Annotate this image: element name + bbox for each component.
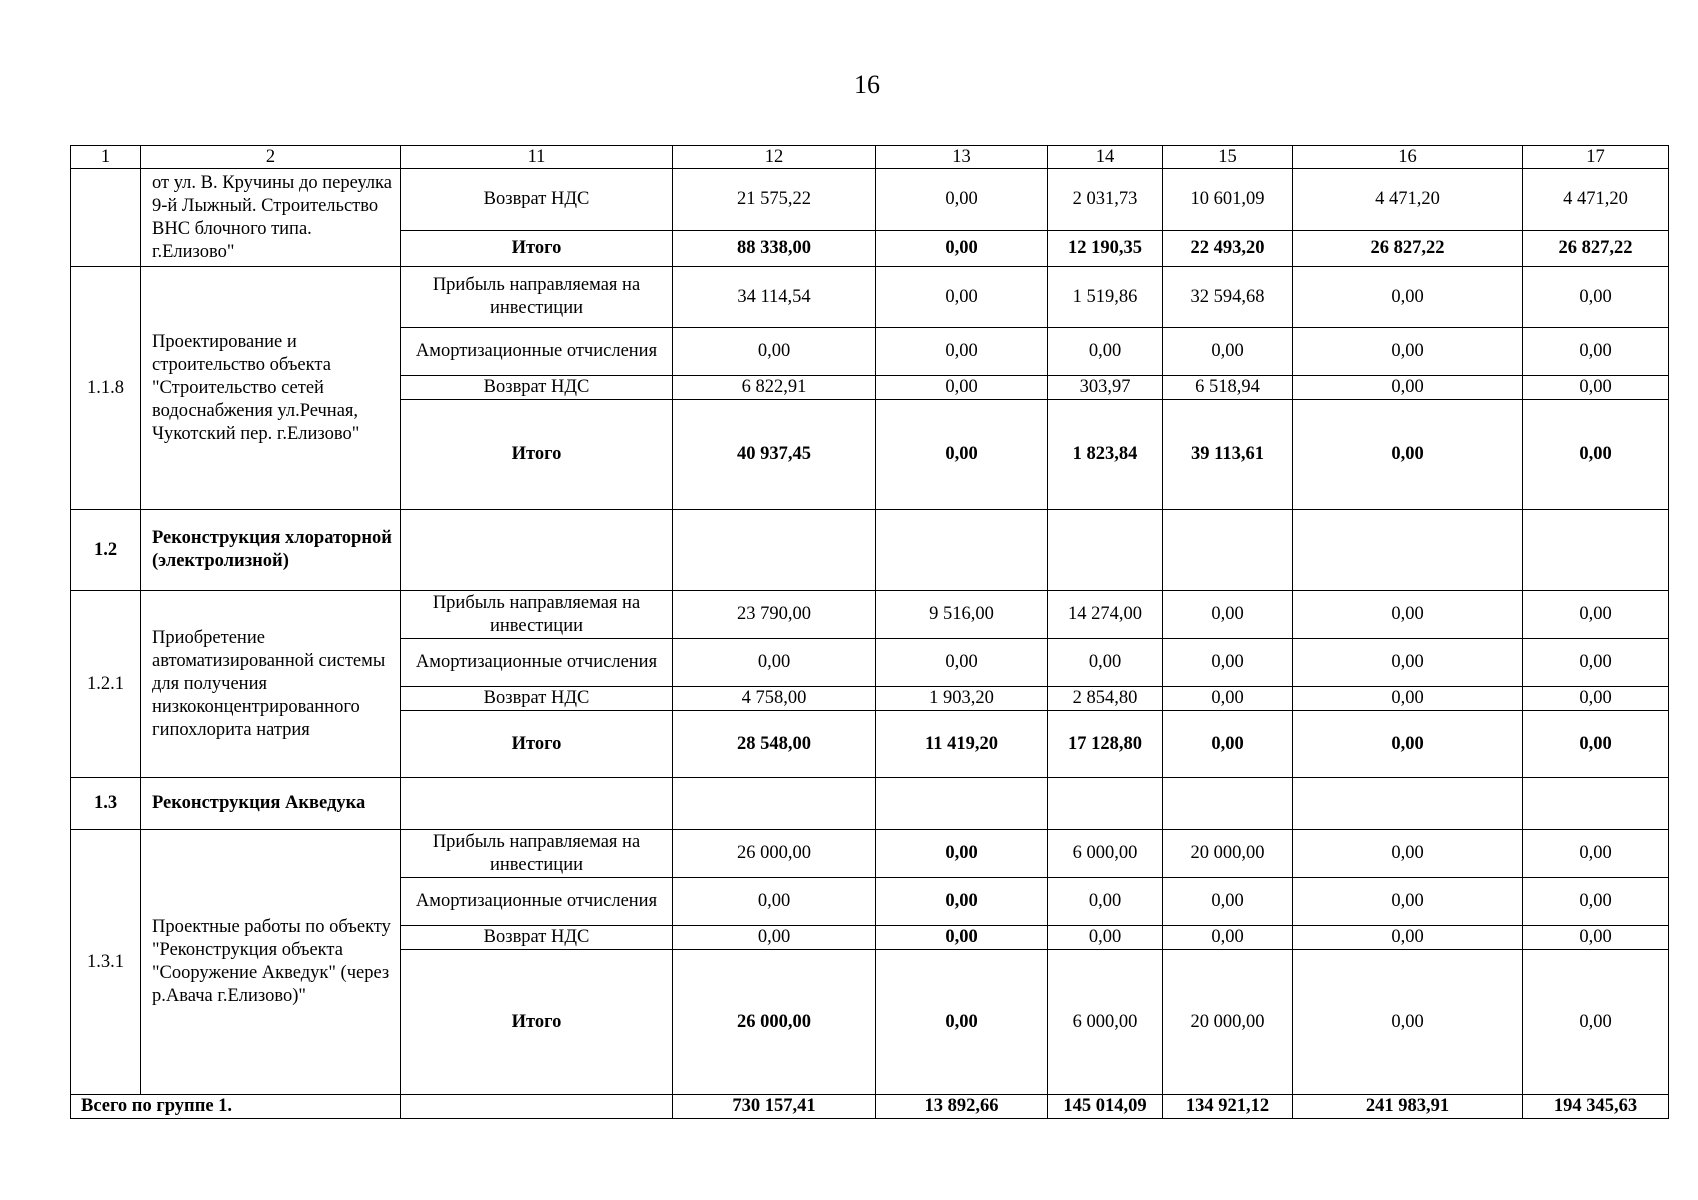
column-header: 17: [1523, 146, 1669, 169]
value-cell: 0,00: [673, 878, 876, 926]
total-value: 0,00: [876, 400, 1048, 510]
column-header: 12: [673, 146, 876, 169]
total-value: 26 000,00: [673, 950, 876, 1095]
value-cell: 2 854,80: [1048, 687, 1163, 711]
value-cell: 0,00: [1293, 376, 1523, 400]
item-number-cell: 1.2.1: [71, 591, 141, 778]
value-cell: 0,00: [1523, 639, 1669, 687]
column-header: 1: [71, 146, 141, 169]
empty-cell: [1293, 778, 1523, 830]
value-cell: 32 594,68: [1163, 267, 1293, 328]
value-cell: 34 114,54: [673, 267, 876, 328]
value-cell: 0,00: [1523, 267, 1669, 328]
empty-cell: [1048, 510, 1163, 591]
value-cell: 4 471,20: [1523, 169, 1669, 231]
total-value: 28 548,00: [673, 711, 876, 778]
value-cell: 0,00: [673, 926, 876, 950]
value-cell: 0,00: [876, 376, 1048, 400]
value-cell: 0,00: [1293, 591, 1523, 639]
value-cell: 0,00: [1523, 878, 1669, 926]
table-row: [71, 169, 1669, 231]
total-value: 0,00: [1293, 711, 1523, 778]
value-cell: 9 516,00: [876, 591, 1048, 639]
value-cell: 20 000,00: [1163, 830, 1293, 878]
value-cell: 0,00: [1293, 639, 1523, 687]
total-value: 0,00: [876, 950, 1048, 1095]
table-row: [71, 830, 1669, 878]
value-cell: 0,00: [1293, 878, 1523, 926]
column-header: 13: [876, 146, 1048, 169]
source-label: Прибыль направляемая на инвестиции: [401, 267, 673, 328]
value-cell: 0,00: [1293, 267, 1523, 328]
value-cell: 23 790,00: [673, 591, 876, 639]
total-value: 40 937,45: [673, 400, 876, 510]
empty-cell: [876, 510, 1048, 591]
total-value: 88 338,00: [673, 231, 876, 267]
total-label: Итого: [401, 950, 673, 1095]
empty-cell: [876, 778, 1048, 830]
value-cell: 6 822,91: [673, 376, 876, 400]
grand-total-value: 145 014,09: [1048, 1095, 1163, 1119]
item-number-cell: 1.3.1: [71, 830, 141, 1095]
value-cell: 0,00: [876, 830, 1048, 878]
value-cell: 0,00: [1048, 639, 1163, 687]
source-label: Возврат НДС: [401, 926, 673, 950]
value-cell: 303,97: [1048, 376, 1163, 400]
value-cell: 0,00: [1523, 926, 1669, 950]
value-cell: 0,00: [1293, 926, 1523, 950]
value-cell: 0,00: [876, 639, 1048, 687]
value-cell: 0,00: [1048, 926, 1163, 950]
grand-total-value: 134 921,12: [1163, 1095, 1293, 1119]
column-header: 2: [141, 146, 401, 169]
total-value: 0,00: [1293, 400, 1523, 510]
column-header: 11: [401, 146, 673, 169]
value-cell: 0,00: [876, 267, 1048, 328]
table-row: [71, 267, 1669, 328]
value-cell: 0,00: [1048, 878, 1163, 926]
value-cell: 0,00: [1523, 376, 1669, 400]
empty-cell: [401, 510, 673, 591]
value-cell: 6 518,94: [1163, 376, 1293, 400]
grand-total-value: 241 983,91: [1293, 1095, 1523, 1119]
total-value: 0,00: [1523, 711, 1669, 778]
value-cell: 0,00: [1523, 687, 1669, 711]
empty-cell: [1048, 778, 1163, 830]
total-value: 0,00: [1523, 400, 1669, 510]
grand-total-value: 194 345,63: [1523, 1095, 1669, 1119]
value-cell: 0,00: [876, 169, 1048, 231]
empty-cell: [1523, 510, 1669, 591]
total-value: 12 190,35: [1048, 231, 1163, 267]
value-cell: 4 758,00: [673, 687, 876, 711]
table-row: [71, 591, 1669, 639]
source-label: Прибыль направляемая на инвестиции: [401, 591, 673, 639]
value-cell: 10 601,09: [1163, 169, 1293, 231]
value-cell: 0,00: [1293, 830, 1523, 878]
section-number: 1.2: [71, 510, 141, 591]
total-value: 17 128,80: [1048, 711, 1163, 778]
page-number: 16: [854, 70, 880, 99]
source-label: Возврат НДС: [401, 169, 673, 231]
item-name-cell: Проектные работы по объекту "Реконструкция объекта "Сооружение Акведук" (через р.Авача г.Елизово)": [141, 830, 401, 1095]
value-cell: 0,00: [1293, 328, 1523, 376]
value-cell: 0,00: [1523, 591, 1669, 639]
value-cell: 0,00: [673, 328, 876, 376]
column-header: 14: [1048, 146, 1163, 169]
total-value: 6 000,00: [1048, 950, 1163, 1095]
column-header: 16: [1293, 146, 1523, 169]
total-value: 26 827,22: [1523, 231, 1669, 267]
value-cell: 2 031,73: [1048, 169, 1163, 231]
total-label: Итого: [401, 711, 673, 778]
value-cell: 0,00: [876, 328, 1048, 376]
value-cell: 0,00: [1163, 328, 1293, 376]
item-number-cell: 1.1.8: [71, 267, 141, 510]
total-value: 11 419,20: [876, 711, 1048, 778]
value-cell: 14 274,00: [1048, 591, 1163, 639]
grand-total-row: [71, 1095, 1669, 1119]
empty-cell: [673, 778, 876, 830]
empty-cell: [1293, 510, 1523, 591]
total-value: 0,00: [876, 231, 1048, 267]
value-cell: 0,00: [876, 926, 1048, 950]
value-cell: 0,00: [1293, 687, 1523, 711]
value-cell: 0,00: [1163, 591, 1293, 639]
item-name-cell: от ул. В. Кручины до переулка 9-й Лыжный. Строительство ВНС блочного типа. г.Елизово": [141, 169, 401, 267]
value-cell: 0,00: [1163, 878, 1293, 926]
total-value: 1 823,84: [1048, 400, 1163, 510]
grand-total-value: 13 892,66: [876, 1095, 1048, 1119]
source-label: Прибыль направляемая на инвестиции: [401, 830, 673, 878]
empty-cell: [401, 1095, 673, 1119]
value-cell: 0,00: [1523, 830, 1669, 878]
grand-total-value: 730 157,41: [673, 1095, 876, 1119]
total-value: 26 827,22: [1293, 231, 1523, 267]
source-label: Возврат НДС: [401, 687, 673, 711]
grand-total-label: Всего по группе 1.: [71, 1095, 401, 1119]
total-value: 20 000,00: [1163, 950, 1293, 1095]
value-cell: 0,00: [1523, 328, 1669, 376]
source-label: Возврат НДС: [401, 376, 673, 400]
investment-table: [70, 145, 1669, 1119]
item-name-cell: Проектирование и строительство объекта "Строительство сетей водоснабжения ул.Речная, Чукотский пер. г.Елизово": [141, 267, 401, 510]
item-number-cell: [71, 169, 141, 267]
column-header: 15: [1163, 146, 1293, 169]
empty-cell: [673, 510, 876, 591]
total-value: 0,00: [1523, 950, 1669, 1095]
value-cell: 0,00: [1048, 328, 1163, 376]
section-row: [71, 778, 1669, 830]
source-label: Амортизационные отчисления: [401, 328, 673, 376]
total-value: 22 493,20: [1163, 231, 1293, 267]
value-cell: 0,00: [1163, 687, 1293, 711]
item-name-cell: Приобретение автоматизированной системы для получения низкоконцентрированного гипохлорита натрия: [141, 591, 401, 778]
value-cell: 1 519,86: [1048, 267, 1163, 328]
section-number: 1.3: [71, 778, 141, 830]
value-cell: 26 000,00: [673, 830, 876, 878]
total-label: Итого: [401, 231, 673, 267]
value-cell: 0,00: [1163, 926, 1293, 950]
value-cell: 6 000,00: [1048, 830, 1163, 878]
column-header-row: [71, 146, 1669, 169]
total-value: 39 113,61: [1163, 400, 1293, 510]
value-cell: 21 575,22: [673, 169, 876, 231]
empty-cell: [401, 778, 673, 830]
value-cell: 1 903,20: [876, 687, 1048, 711]
source-label: Амортизационные отчисления: [401, 878, 673, 926]
value-cell: 0,00: [1163, 639, 1293, 687]
total-value: 0,00: [1163, 711, 1293, 778]
section-row: [71, 510, 1669, 591]
total-value: 0,00: [1293, 950, 1523, 1095]
section-title: Реконструкция Акведука: [141, 778, 401, 830]
value-cell: 0,00: [876, 878, 1048, 926]
source-label: Амортизационные отчисления: [401, 639, 673, 687]
value-cell: 4 471,20: [1293, 169, 1523, 231]
value-cell: 0,00: [673, 639, 876, 687]
total-label: Итого: [401, 400, 673, 510]
empty-cell: [1163, 778, 1293, 830]
empty-cell: [1523, 778, 1669, 830]
section-title: Реконструкция хлораторной (электролизной): [141, 510, 401, 591]
empty-cell: [1163, 510, 1293, 591]
